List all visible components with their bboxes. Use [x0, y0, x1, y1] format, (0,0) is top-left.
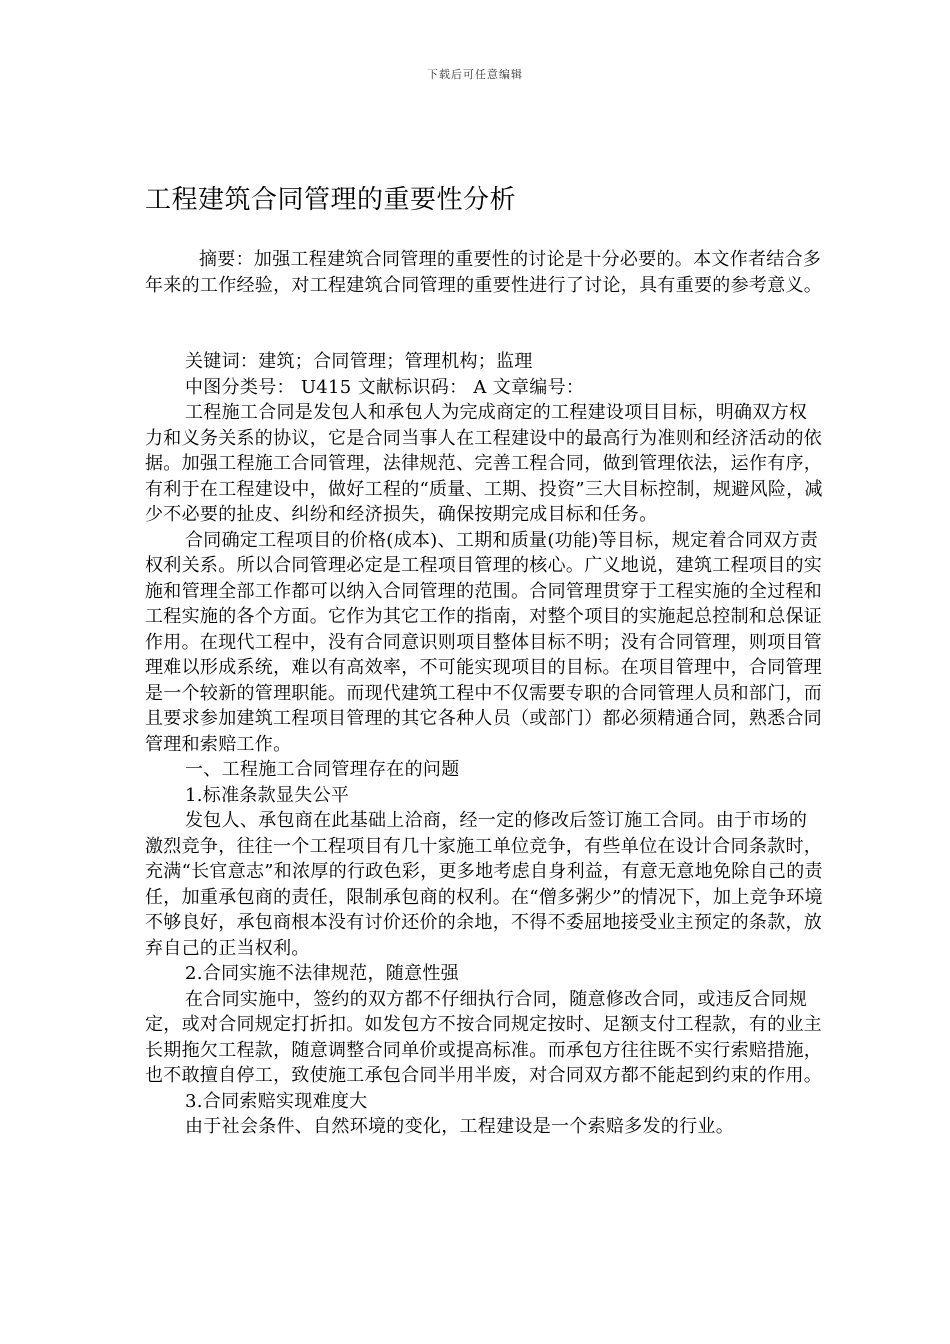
- classification-line: 中图分类号： U415 文献标识码： A 文章编号：: [185, 376, 585, 398]
- body-paragraph: 发包人、承包商在此基础上洽商，经一定的修改后签订施工合同。由于市场的激烈竞争，往往一个工程项目有几十家施工单位竞争，有些单位在设计合同条款时，充满“长官意志”和浓厚的行政色彩，更多地考虑自身利益，有意无意地免除自己的责任，加重承包商的责任，限制承包商的权利。在“僧多粥少”的情况下，加上竞争环境不够良好，承包商根本没有讨价还价的余地，不得不委屈地接受业主预定的条款，放弃自己的正当权利。: [145, 810, 823, 959]
- subsection-heading: 1.标准条款显失公平: [185, 784, 350, 806]
- document-body: [145, 349, 825, 1140]
- body-paragraph: 由于社会条件、自然环境的变化，工程建设是一个索赔多发的行业。: [185, 1116, 734, 1137]
- document-title: 工程建筑合同管理的重要性分析: [145, 185, 517, 215]
- page-header-note: 下载后可任意编辑: [427, 68, 523, 81]
- body-paragraph: 在合同实施中，签约的双方都不仔细执行合同，随意修改合同，或违反合同规定，或对合同规定打折扣。如发包方不按合同规定按时、足额支付工程款，有的业主长期拖欠工程款，随意调整合同单价或提高标准。而承包方往往既不实行索赔措施，也不敢擅自停工，致使施工承包合同半用半废，对合同双方都不能起到约束的作用。: [145, 988, 823, 1086]
- subsection-heading: 2.合同实施不法律规范，随意性强: [185, 963, 459, 984]
- subsection-heading: 3.合同索赔实现难度大: [185, 1090, 368, 1112]
- abstract-paragraph: 摘要：加强工程建筑合同管理的重要性的讨论是十分必要的。本文作者结合多年来的工作经验，对工程建筑合同管理的重要性进行了讨论，具有重要的参考意义。: [145, 249, 823, 296]
- keywords-line: 关键词：建筑；合同管理；管理机构；监理: [185, 351, 533, 372]
- section-heading: 一、工程施工合同管理存在的问题: [185, 759, 460, 780]
- body-paragraph: 合同确定工程项目的价格(成本)、工期和质量(功能)等目标，规定着合同双方责权利关系。所以合同管理必定是工程项目管理的核心。广义地说，建筑工程项目的实施和管理全部工作都可以纳入合同管理的范围。合同管理贯穿于工程实施的全过程和工程实施的各个方面。它作为其它工作的指南，对整个项目的实施起总控制和总保证作用。在现代工程中，没有合同意识则项目整体目标不明；没有合同管理，则项目管理难以形成系统，难以有高效率，不可能实现项目的目标。在项目管理中，合同管理是一个较新的管理职能。而现代建筑工程中不仅需要专职的合同管理人员和部门，而且要求参加建筑工程项目管理的其它各种人员（或部门）都必须精通合同，熟悉合同管理和索赔工作。: [145, 529, 823, 755]
- body-paragraph: 工程施工合同是发包人和承包人为完成商定的工程建设项目目标，明确双方权力和义务关系的协议，它是合同当事人在工程建设中的最高行为准则和经济活动的依据。加强工程施工合同管理，法律规范、完善工程合同，做到管理依法，运作有序，有利于在工程建设中，做好工程的“质量、工期、投资”三大目标控制，规避风险，减少不必要的扯皮、纠纷和经济损失，确保按期完成目标和任务。: [145, 402, 823, 525]
